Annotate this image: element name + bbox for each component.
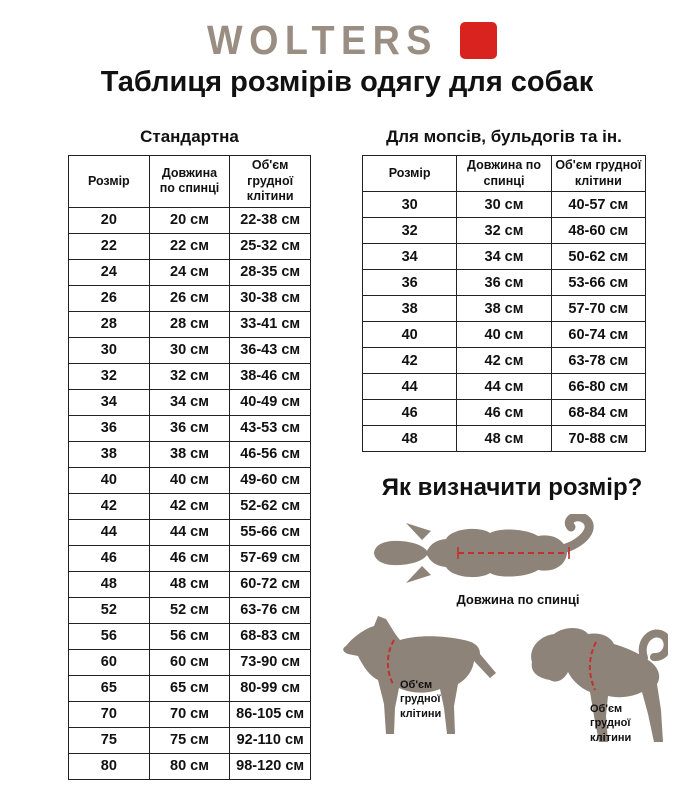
table-row — [363, 218, 646, 244]
table-cell: 44 — [363, 374, 457, 400]
table-cell: 63-78 см — [551, 348, 645, 374]
table-row — [69, 285, 311, 311]
table-cell: 38 — [69, 441, 150, 467]
table-row — [69, 311, 311, 337]
table-cell: 48-60 см — [551, 218, 645, 244]
standard-table-title: Стандартна — [140, 127, 239, 146]
table-row — [69, 675, 311, 701]
table-cell: 60-72 см — [230, 571, 311, 597]
table-row — [69, 363, 311, 389]
table-row — [69, 207, 311, 233]
table-cell: 48 — [363, 426, 457, 452]
table-cell: 20 см — [149, 207, 230, 233]
brand-logo-text: WOLTERS — [207, 16, 438, 63]
standard-size-table — [68, 155, 311, 780]
table-cell: 40 см — [457, 322, 551, 348]
table-cell: 32 см — [149, 363, 230, 389]
table-row — [363, 296, 646, 322]
standard-sizes-section — [68, 127, 311, 780]
table-row — [69, 519, 311, 545]
table-cell: 32 см — [457, 218, 551, 244]
table-row — [69, 467, 311, 493]
table-row — [69, 389, 311, 415]
dog-topview-silhouette-icon — [372, 514, 620, 592]
table-cell: 44 см — [457, 374, 551, 400]
table-cell: 75 см — [149, 727, 230, 753]
table-cell: 34 — [69, 389, 150, 415]
page-title: Таблиця розмірів одягу для собак — [100, 66, 594, 98]
table-cell: 26 см — [149, 285, 230, 311]
table-cell: 28 — [69, 311, 150, 337]
table-cell: 80 — [69, 753, 150, 779]
table-cell: 24 см — [149, 259, 230, 285]
table-cell: 60 см — [149, 649, 230, 675]
table-cell: 60-74 см — [551, 322, 645, 348]
table-cell: 22-38 см — [230, 207, 311, 233]
table-cell: 53-66 см — [551, 270, 645, 296]
table-row — [69, 493, 311, 519]
table-cell: 42 см — [457, 348, 551, 374]
table-cell: 46 — [363, 400, 457, 426]
table-row — [363, 192, 646, 218]
table-cell: 57-69 см — [230, 545, 311, 571]
table-cell: 49-60 см — [230, 467, 311, 493]
table-cell: 34 — [363, 244, 457, 270]
table-row — [363, 426, 646, 452]
table-cell: 55-66 см — [230, 519, 311, 545]
brand-logo — [0, 18, 694, 62]
pug-sizes-section — [362, 127, 646, 452]
table-cell: 66-80 см — [551, 374, 645, 400]
table-cell: 98-120 см — [230, 753, 311, 779]
table-row — [363, 374, 646, 400]
back-length-label: Довжина по спинці — [456, 592, 580, 607]
table-cell: 68-83 см — [230, 623, 311, 649]
table-row — [363, 348, 646, 374]
table-cell: 48 см — [149, 571, 230, 597]
table-cell: 70-88 см — [551, 426, 645, 452]
table-cell: 65 — [69, 675, 150, 701]
table-cell: 80-99 см — [230, 675, 311, 701]
table-cell: 70 — [69, 701, 150, 727]
table-cell: 40 — [363, 322, 457, 348]
table-cell: 30 см — [149, 337, 230, 363]
table-row — [69, 649, 311, 675]
table-cell: 30 — [363, 192, 457, 218]
table-cell: 32 — [69, 363, 150, 389]
column-header: Розмір — [363, 156, 457, 192]
table-cell: 86-105 см — [230, 701, 311, 727]
pug-size-table — [362, 155, 646, 452]
table-cell: 73-90 см — [230, 649, 311, 675]
table-row — [69, 623, 311, 649]
pug-table-title: Для мопсів, бульдогів та ін. — [386, 127, 622, 146]
table-cell: 46 — [69, 545, 150, 571]
table-row — [69, 233, 311, 259]
chest-volume-label-standing: Об'єм грудної клітини — [400, 679, 442, 720]
table-cell: 92-110 см — [230, 727, 311, 753]
column-header: Розмір — [69, 156, 150, 208]
table-row — [69, 337, 311, 363]
table-row — [363, 270, 646, 296]
table-cell: 42 — [363, 348, 457, 374]
table-cell: 56 см — [149, 623, 230, 649]
table-cell: 22 см — [149, 233, 230, 259]
table-cell: 52-62 см — [230, 493, 311, 519]
table-cell: 44 см — [149, 519, 230, 545]
table-cell: 30 см — [457, 192, 551, 218]
table-cell: 65 см — [149, 675, 230, 701]
table-row — [363, 322, 646, 348]
table-cell: 42 см — [149, 493, 230, 519]
table-cell: 40-49 см — [230, 389, 311, 415]
table-cell: 28 см — [149, 311, 230, 337]
table-row — [69, 753, 311, 779]
table-cell: 25-32 см — [230, 233, 311, 259]
table-cell: 56 — [69, 623, 150, 649]
table-cell: 24 — [69, 259, 150, 285]
table-cell: 42 — [69, 493, 150, 519]
table-cell: 22 — [69, 233, 150, 259]
table-cell: 30 — [69, 337, 150, 363]
table-header-row — [363, 156, 646, 192]
chest-volume-label-bulldog: Об'єм грудної клітини — [590, 703, 632, 744]
table-cell: 30-38 см — [230, 285, 311, 311]
table-header-row — [69, 156, 311, 208]
table-cell: 40 см — [149, 467, 230, 493]
table-cell: 52 — [69, 597, 150, 623]
table-row — [69, 441, 311, 467]
table-cell: 40 — [69, 467, 150, 493]
table-cell: 33-41 см — [230, 311, 311, 337]
table-row — [363, 244, 646, 270]
table-cell: 36 см — [149, 415, 230, 441]
table-cell: 32 — [363, 218, 457, 244]
table-cell: 46 см — [149, 545, 230, 571]
table-row — [363, 400, 646, 426]
table-cell: 28-35 см — [230, 259, 311, 285]
table-cell: 60 — [69, 649, 150, 675]
table-cell: 20 — [69, 207, 150, 233]
table-cell: 36 — [69, 415, 150, 441]
table-cell: 75 — [69, 727, 150, 753]
table-cell: 38 — [363, 296, 457, 322]
table-cell: 38 см — [457, 296, 551, 322]
column-header: Довжина по спинці — [149, 156, 230, 208]
table-cell: 36 см — [457, 270, 551, 296]
measuring-guide-title: Як визначити розмір? — [381, 474, 643, 501]
table-cell: 43-53 см — [230, 415, 311, 441]
column-header: Довжина по спинці — [457, 156, 551, 192]
table-cell: 48 — [69, 571, 150, 597]
table-cell: 57-70 см — [551, 296, 645, 322]
table-cell: 34 см — [149, 389, 230, 415]
table-cell: 63-76 см — [230, 597, 311, 623]
table-cell: 48 см — [457, 426, 551, 452]
table-cell: 36 — [363, 270, 457, 296]
table-cell: 36-43 см — [230, 337, 311, 363]
brand-logo-red-square — [460, 22, 497, 59]
table-cell: 38 см — [149, 441, 230, 467]
table-cell: 46 см — [457, 400, 551, 426]
column-header: Об'єм грудної клітини — [551, 156, 645, 192]
table-cell: 50-62 см — [551, 244, 645, 270]
table-cell: 38-46 см — [230, 363, 311, 389]
table-row — [69, 701, 311, 727]
table-cell: 52 см — [149, 597, 230, 623]
measuring-guide-section — [340, 474, 694, 800]
table-cell: 44 — [69, 519, 150, 545]
column-header: Об'єм грудної клітини — [230, 156, 311, 208]
table-cell: 80 см — [149, 753, 230, 779]
table-cell: 70 см — [149, 701, 230, 727]
table-row — [69, 545, 311, 571]
table-cell: 34 см — [457, 244, 551, 270]
table-row — [69, 571, 311, 597]
table-row — [69, 727, 311, 753]
table-cell: 46-56 см — [230, 441, 311, 467]
table-cell: 26 — [69, 285, 150, 311]
table-row — [69, 597, 311, 623]
table-cell: 40-57 см — [551, 192, 645, 218]
table-cell: 68-84 см — [551, 400, 645, 426]
table-row — [69, 415, 311, 441]
table-row — [69, 259, 311, 285]
